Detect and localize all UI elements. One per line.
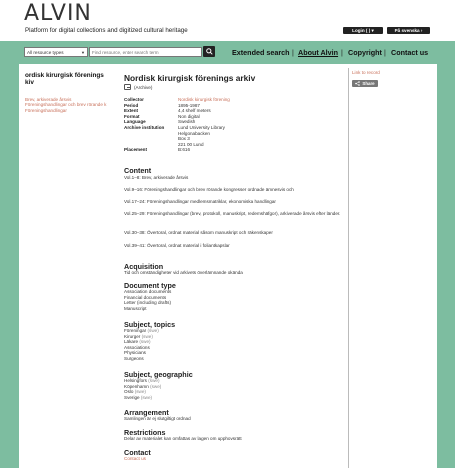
doctype-item: Association documents: [124, 289, 172, 294]
topic-lang: (swe): [139, 339, 151, 345]
geo-value: Köpenhamn: [124, 383, 149, 389]
meta-key: Period: [124, 102, 139, 108]
content-line: Vol.25–29: Föreningshandlingar (brev, protokoll, manuskript, redemshäfgor), arkiverade årsvis efter länder.: [124, 211, 341, 216]
meta-value: Non digital: [178, 113, 200, 119]
resource-type-select[interactable]: [24, 47, 88, 57]
restrictions-text: Delar av materialet kan omfattas av lagen om upphovsrätt: [124, 436, 242, 441]
share-label: Share: [362, 81, 375, 86]
meta-value: B:616: [178, 147, 191, 153]
acquisition-heading: Acquisition: [124, 262, 164, 271]
topics-heading: Subject, topics: [124, 320, 176, 329]
meta-value: 1895-1987: [178, 102, 200, 108]
search-icon: [206, 48, 213, 55]
meta-value: 221 00 Lund: [178, 141, 204, 147]
content-line: Vol.30–38: Övertoral, ordnat material såsom manuskript och räkenskaper: [124, 230, 273, 235]
geo-lang: (swe): [148, 378, 160, 383]
tree-title: ordisk kirurgisk förenings kiv: [25, 72, 104, 86]
nav-separator: |: [292, 48, 294, 57]
tree-link[interactable]: Föreningshandlingar och brev rörande k: [25, 102, 107, 108]
geo-lang: (swe): [150, 383, 162, 389]
doctype-item: Manuscript: [124, 305, 147, 311]
tree-links: [25, 97, 113, 113]
language-label: På svenska: [394, 28, 420, 33]
meta-value: Helgonabacken: [178, 130, 210, 136]
doctype-list: [124, 289, 354, 311]
content-page: [19, 64, 437, 468]
tagline: Platform for digital collections and digitized cultural heritage: [25, 27, 188, 34]
nav-about-alvin[interactable]: About Alvin: [298, 48, 339, 57]
contact-heading: Contact: [124, 448, 151, 457]
topic-lang: (swe): [147, 328, 159, 333]
content-line: Vol.39–41: Övertoral, ordnat material i foliantkapslar: [124, 243, 230, 248]
meta-key: Collector: [124, 97, 144, 102]
alvin-logo[interactable]: ALVIN: [24, 1, 92, 26]
geo-list: [124, 378, 354, 400]
topic-item: Physicians: [124, 350, 146, 356]
doctype-item: Financial documents: [124, 294, 167, 300]
tree-link[interactable]: Föreningshandlingar: [25, 107, 67, 113]
geo-lang: (swe): [140, 394, 153, 400]
share-button[interactable]: [352, 80, 378, 87]
nav-copyright[interactable]: Copyright: [348, 48, 382, 57]
record-type: [124, 84, 152, 90]
content-line: Vol.9–16: Föreningshandlingar och brev rörande kongresser ordnade ämnesvis och: [124, 187, 294, 192]
meta-value: 4,4 shelf meters: [178, 108, 211, 114]
geo-value: Helsingfors: [124, 378, 147, 383]
meta-row: [124, 147, 230, 153]
contact-link[interactable]: Contact us: [124, 456, 146, 461]
topic-value: Läkare: [124, 339, 139, 345]
chevron-down-icon: ▾: [371, 28, 374, 33]
geo-item: [124, 395, 354, 401]
login-button[interactable]: [343, 27, 383, 34]
topic-lang: (swe): [141, 333, 153, 339]
meta-key: Placement: [124, 147, 147, 153]
meta-key: Language: [124, 119, 146, 125]
language-button[interactable]: [387, 27, 430, 34]
search-input[interactable]: [89, 47, 202, 57]
record-title: Nordisk kirurgisk förenings arkiv: [124, 73, 256, 83]
collector-link[interactable]: Nordisk kirurgisk förening: [178, 97, 230, 102]
meta-key: Extent: [124, 108, 139, 114]
topic-item: Surgeons: [124, 355, 144, 361]
search-button[interactable]: [203, 46, 215, 57]
share-icon: [355, 81, 360, 86]
arrangement-heading: Arrangement: [124, 408, 169, 417]
meta-value: Swedish: [178, 119, 196, 125]
topic-item: Associations: [124, 344, 150, 350]
contact-block: [124, 456, 354, 462]
doctype-item: Letter (including drafts): [124, 300, 171, 306]
metadata-table: [124, 97, 230, 153]
content-heading: Content: [124, 166, 152, 175]
geo-value: Sverige: [124, 394, 140, 400]
nav-contact-us[interactable]: Contact us: [391, 48, 429, 57]
record-type-label: (Archive): [134, 84, 153, 90]
link-to-record[interactable]: Link to record: [352, 70, 380, 75]
meta-value: Lund University Library: [178, 124, 225, 130]
content-line: Vol.17–24: Föreningshandlingar medlemsmatriklar, ekonomiska handlingar: [124, 199, 276, 204]
topic-value: Kirurger: [124, 333, 141, 339]
header: [0, 0, 455, 41]
geo-value: Oslo: [124, 389, 134, 395]
login-label: Login ( ): [352, 28, 371, 33]
chevron-right-icon: ›: [420, 28, 423, 33]
topics-list: [124, 328, 354, 362]
meta-key: Archive institution: [124, 124, 165, 130]
meta-value: Box 3: [178, 136, 190, 142]
tree-link[interactable]: Brev, arkiverade årsvis: [25, 97, 72, 102]
content-line: Vol.1–8: Brev, arkiverade årsvis: [124, 175, 189, 180]
doctype-heading: Document type: [124, 281, 176, 290]
restrictions-heading: Restrictions: [124, 428, 166, 437]
nav-separator: |: [384, 48, 386, 57]
nav-separator: |: [341, 48, 343, 57]
acquisition-text: Tid och omständigheter vid arkivets överlämnande okända: [124, 270, 243, 275]
arrangement-text: Samlingen är ej slutgiltigt ordnad: [124, 416, 191, 421]
column-divider: [348, 68, 349, 468]
chevron-down-icon: ▼: [81, 50, 85, 55]
resource-type-value: All resource types: [27, 50, 64, 55]
geo-heading: Subject, geographic: [124, 370, 193, 379]
archive-box-icon: [124, 84, 131, 90]
geo-lang: (swe): [134, 389, 146, 395]
nav-extended-search[interactable]: Extended search: [232, 48, 290, 57]
meta-key: Format: [124, 113, 140, 119]
topic-value: Föreningar: [124, 328, 147, 333]
